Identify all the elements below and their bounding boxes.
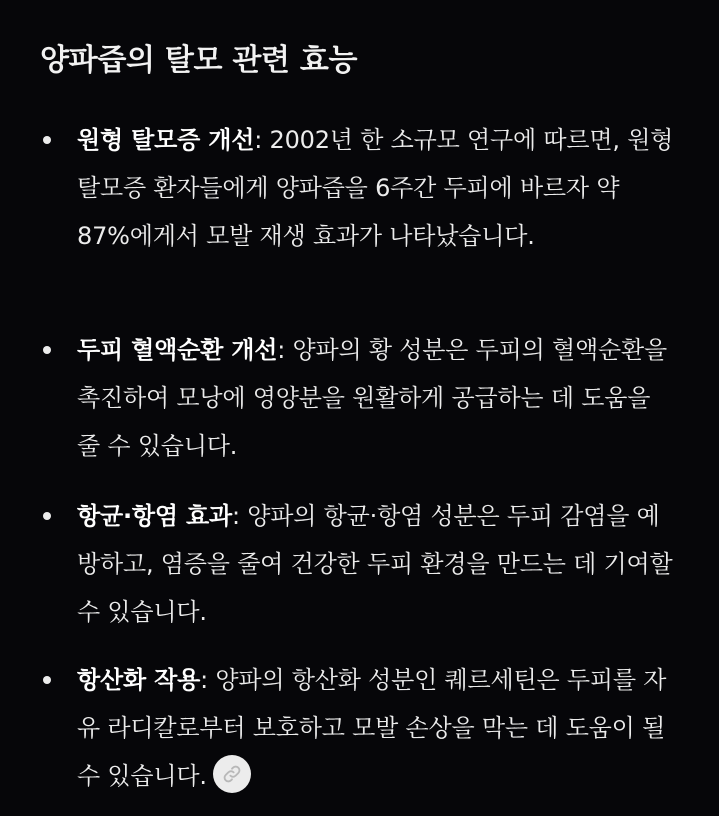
list-item [77,656,677,800]
item-term: 원형 탈모증 개선 [77,126,255,154]
item-text: : 양파의 항산화 성분인 퀘르세틴은 두피를 자유 라디칼로부터 보호하고 모발 손상을 막는 데 도움이 될 수 있습니다. [77,666,667,790]
item-term: 두피 혈액순환 개선 [77,336,278,364]
list-item [77,116,677,260]
list-item [77,492,677,636]
bullet-icon [43,512,51,520]
item-text: : 양파의 항균·항염 성분은 두피 감염을 예방하고, 염증을 줄여 건강한 두피 환경을 만드는 데 기여할 수 있습니다. [77,502,673,626]
item-text: : 2002년 한 소규모 연구에 따르면, 원형 탈모증 환자들에게 양파즙을 6주간 두피에 바르자 약 87%에게서 모발 재생 효과가 나타났습니다. [77,126,674,250]
item-term: 항산화 작용 [77,666,201,694]
bullet-icon [43,346,51,354]
bullet-icon [43,676,51,684]
section-heading: 양파즙의 탈모 관련 효능 [40,43,358,78]
list-item [77,326,677,470]
link-icon [222,764,242,784]
item-text: : 양파의 황 성분은 두피의 혈액순환을 촉진하여 모낭에 영양분을 원활하게 공급하는 데 도움을 줄 수 있습니다. [77,336,667,460]
bullet-icon [43,136,51,144]
citation-link-button[interactable] [213,755,251,793]
item-term: 항균·항염 효과 [77,502,232,530]
